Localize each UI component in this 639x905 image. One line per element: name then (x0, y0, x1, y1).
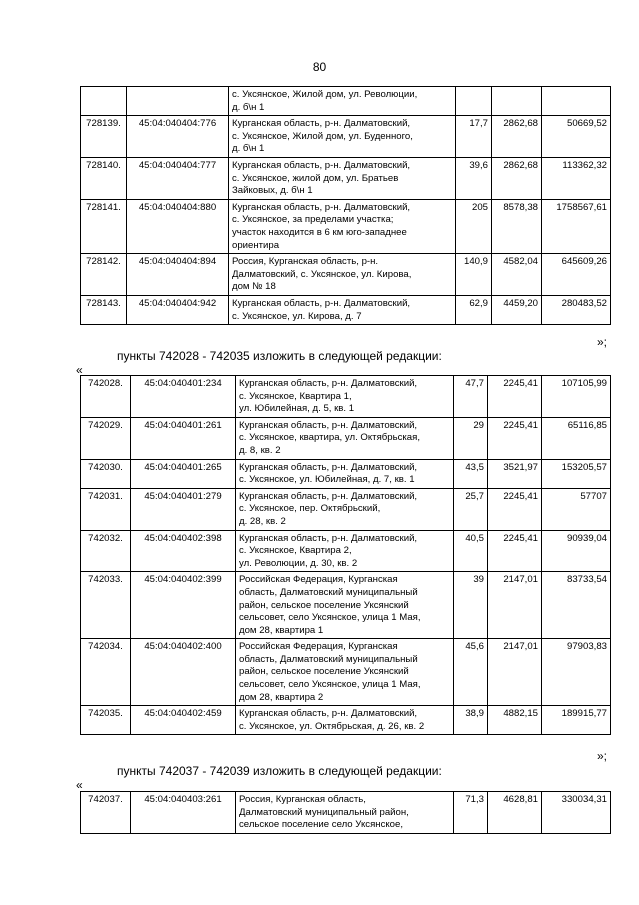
price-cell: 4459,20 (492, 295, 542, 324)
opening-quote: « (76, 778, 83, 792)
row-number-cell: 742028. (81, 376, 131, 418)
address-cell: Курганская область, р-н. Далматовский, с. Уксянское, жилой дом, ул. Братьев Зайковых, д. б\н 1 (229, 157, 456, 199)
value-cell: 57707 (542, 488, 611, 530)
closing-quote: »; (597, 749, 608, 763)
row-number-cell: 742030. (81, 459, 131, 488)
cadastral-number-cell: 45:04:040401:279 (131, 488, 236, 530)
row-number-cell: 742029. (81, 417, 131, 459)
area-cell: 38,9 (454, 706, 488, 735)
row-number-cell (81, 87, 127, 116)
row-number-cell: 742035. (81, 706, 131, 735)
address-cell: Курганская область, р-н. Далматовский, с. Уксянское, Квартира 2, ул. Революции, д. 30, кв. 2 (236, 530, 454, 572)
price-cell: 4582,04 (492, 254, 542, 296)
cadastral-number-cell: 45:04:040404:776 (127, 116, 229, 158)
table-row (81, 488, 611, 530)
row-number-cell: 742031. (81, 488, 131, 530)
property-table-3 (80, 791, 611, 834)
area-cell: 29 (454, 417, 488, 459)
address-cell: Россия, Курганская область, р-н. Далматовский, с. Уксянское, ул. Кирова, дом № 18 (229, 254, 456, 296)
table-row (81, 295, 611, 324)
row-number-cell: 742032. (81, 530, 131, 572)
price-cell: 3521,97 (488, 459, 542, 488)
value-cell: 1758567,61 (542, 199, 611, 253)
row-number-cell: 728140. (81, 157, 127, 199)
cadastral-number-cell: 45:04:040402:459 (131, 706, 236, 735)
table-row (81, 459, 611, 488)
row-number-cell: 728141. (81, 199, 127, 253)
price-cell: 2862,68 (492, 157, 542, 199)
table-row (81, 254, 611, 296)
cadastral-number-cell: 45:04:040404:942 (127, 295, 229, 324)
table-row (81, 417, 611, 459)
address-cell: Курганская область, р-н. Далматовский, с. Уксянское, квартира, ул. Октябрьская, д. 8, кв. 2 (236, 417, 454, 459)
cadastral-number-cell: 45:04:040404:880 (127, 199, 229, 253)
value-cell: 645609,26 (542, 254, 611, 296)
address-cell: Курганская область, р-н. Далматовский, с. Уксянское, пер. Октябрьский, д. 28, кв. 2 (236, 488, 454, 530)
address-cell: Курганская область, р-н. Далматовский, с. Уксянское, ул. Юбилейная, д. 7, кв. 1 (236, 459, 454, 488)
table-row (81, 116, 611, 158)
address-cell: Курганская область, р-н. Далматовский, с. Уксянское, Жилой дом, ул. Буденного, д. б\н 1 (229, 116, 456, 158)
cadastral-number-cell: 45:04:040403:261 (131, 792, 236, 834)
area-cell: 205 (456, 199, 492, 253)
area-cell: 25,7 (454, 488, 488, 530)
price-cell: 4882,15 (488, 706, 542, 735)
table-row (81, 199, 611, 253)
price-cell (492, 87, 542, 116)
cadastral-number-cell: 45:04:040402:398 (131, 530, 236, 572)
area-cell: 71,3 (454, 792, 488, 834)
address-cell: Российская Федерация, Курганская область, Далматовский муниципальный район, сельское поселение Уксянский сельсовет, село Уксянское, улица 1 Мая, дом 28, квартира 2 (236, 639, 454, 706)
area-cell: 45,6 (454, 639, 488, 706)
address-cell: Курганская область, р-н. Далматовский, с. Уксянское, ул. Кирова, д. 7 (229, 295, 456, 324)
table-row (81, 530, 611, 572)
value-cell: 330034,31 (542, 792, 611, 834)
value-cell: 189915,77 (542, 706, 611, 735)
property-table-2 (80, 375, 611, 735)
cadastral-number-cell: 45:04:040402:400 (131, 639, 236, 706)
table-row (81, 639, 611, 706)
cadastral-number-cell (127, 87, 229, 116)
value-cell: 113362,32 (542, 157, 611, 199)
value-cell: 153205,57 (542, 459, 611, 488)
area-cell (456, 87, 492, 116)
cadastral-number-cell: 45:04:040402:399 (131, 572, 236, 639)
value-cell: 107105,99 (542, 376, 611, 418)
table-row (81, 87, 611, 116)
area-cell: 39,6 (456, 157, 492, 199)
price-cell: 2245,41 (488, 376, 542, 418)
row-number-cell: 742033. (81, 572, 131, 639)
area-cell: 43,5 (454, 459, 488, 488)
row-number-cell: 728139. (81, 116, 127, 158)
closing-quote: »; (597, 335, 608, 349)
amendment-paragraph: пункты 742037 - 742039 изложить в следующей редакции: (117, 764, 442, 778)
address-cell: Российская Федерация, Курганская область, Далматовский муниципальный район, сельское поселение Уксянский сельсовет, село Уксянское, улица 1 Мая, дом 28, квартира 1 (236, 572, 454, 639)
table-row (81, 572, 611, 639)
price-cell: 2147,01 (488, 572, 542, 639)
opening-quote: « (76, 363, 83, 377)
row-number-cell: 742034. (81, 639, 131, 706)
value-cell: 65116,85 (542, 417, 611, 459)
address-cell: Россия, Курганская область, Далматовский муниципальный район, сельское поселение село Уксянское, (236, 792, 454, 834)
table-row (81, 706, 611, 735)
property-table-1 (80, 86, 611, 325)
value-cell: 280483,52 (542, 295, 611, 324)
price-cell: 2862,68 (492, 116, 542, 158)
row-number-cell: 728143. (81, 295, 127, 324)
cadastral-number-cell: 45:04:040401:261 (131, 417, 236, 459)
price-cell: 4628,81 (488, 792, 542, 834)
table-row (81, 376, 611, 418)
price-cell: 8578,38 (492, 199, 542, 253)
value-cell: 50669,52 (542, 116, 611, 158)
row-number-cell: 728142. (81, 254, 127, 296)
address-cell: Курганская область, р-н. Далматовский, с. Уксянское, ул. Октябрьская, д. 26, кв. 2 (236, 706, 454, 735)
price-cell: 2245,41 (488, 417, 542, 459)
value-cell: 97903,83 (542, 639, 611, 706)
cadastral-number-cell: 45:04:040401:234 (131, 376, 236, 418)
table-row (81, 792, 611, 834)
address-cell: с. Уксянское, Жилой дом, ул. Революции, д. б\н 1 (229, 87, 456, 116)
area-cell: 40,5 (454, 530, 488, 572)
value-cell: 83733,54 (542, 572, 611, 639)
price-cell: 2245,41 (488, 530, 542, 572)
cadastral-number-cell: 45:04:040404:777 (127, 157, 229, 199)
row-number-cell: 742037. (81, 792, 131, 834)
address-cell: Курганская область, р-н. Далматовский, с. Уксянское, Квартира 1, ул. Юбилейная, д. 5, кв. 1 (236, 376, 454, 418)
area-cell: 140,9 (456, 254, 492, 296)
table-row (81, 157, 611, 199)
address-cell: Курганская область, р-н. Далматовский, с. Уксянское, за пределами участка; участок находится в 6 км юго-западнее ориентира (229, 199, 456, 253)
area-cell: 47,7 (454, 376, 488, 418)
area-cell: 39 (454, 572, 488, 639)
area-cell: 17,7 (456, 116, 492, 158)
cadastral-number-cell: 45:04:040401:265 (131, 459, 236, 488)
cadastral-number-cell: 45:04:040404:894 (127, 254, 229, 296)
price-cell: 2147,01 (488, 639, 542, 706)
value-cell: 90939,04 (542, 530, 611, 572)
value-cell (542, 87, 611, 116)
page-number: 80 (312, 60, 327, 74)
area-cell: 62,9 (456, 295, 492, 324)
price-cell: 2245,41 (488, 488, 542, 530)
amendment-paragraph: пункты 742028 - 742035 изложить в следующей редакции: (117, 349, 442, 363)
